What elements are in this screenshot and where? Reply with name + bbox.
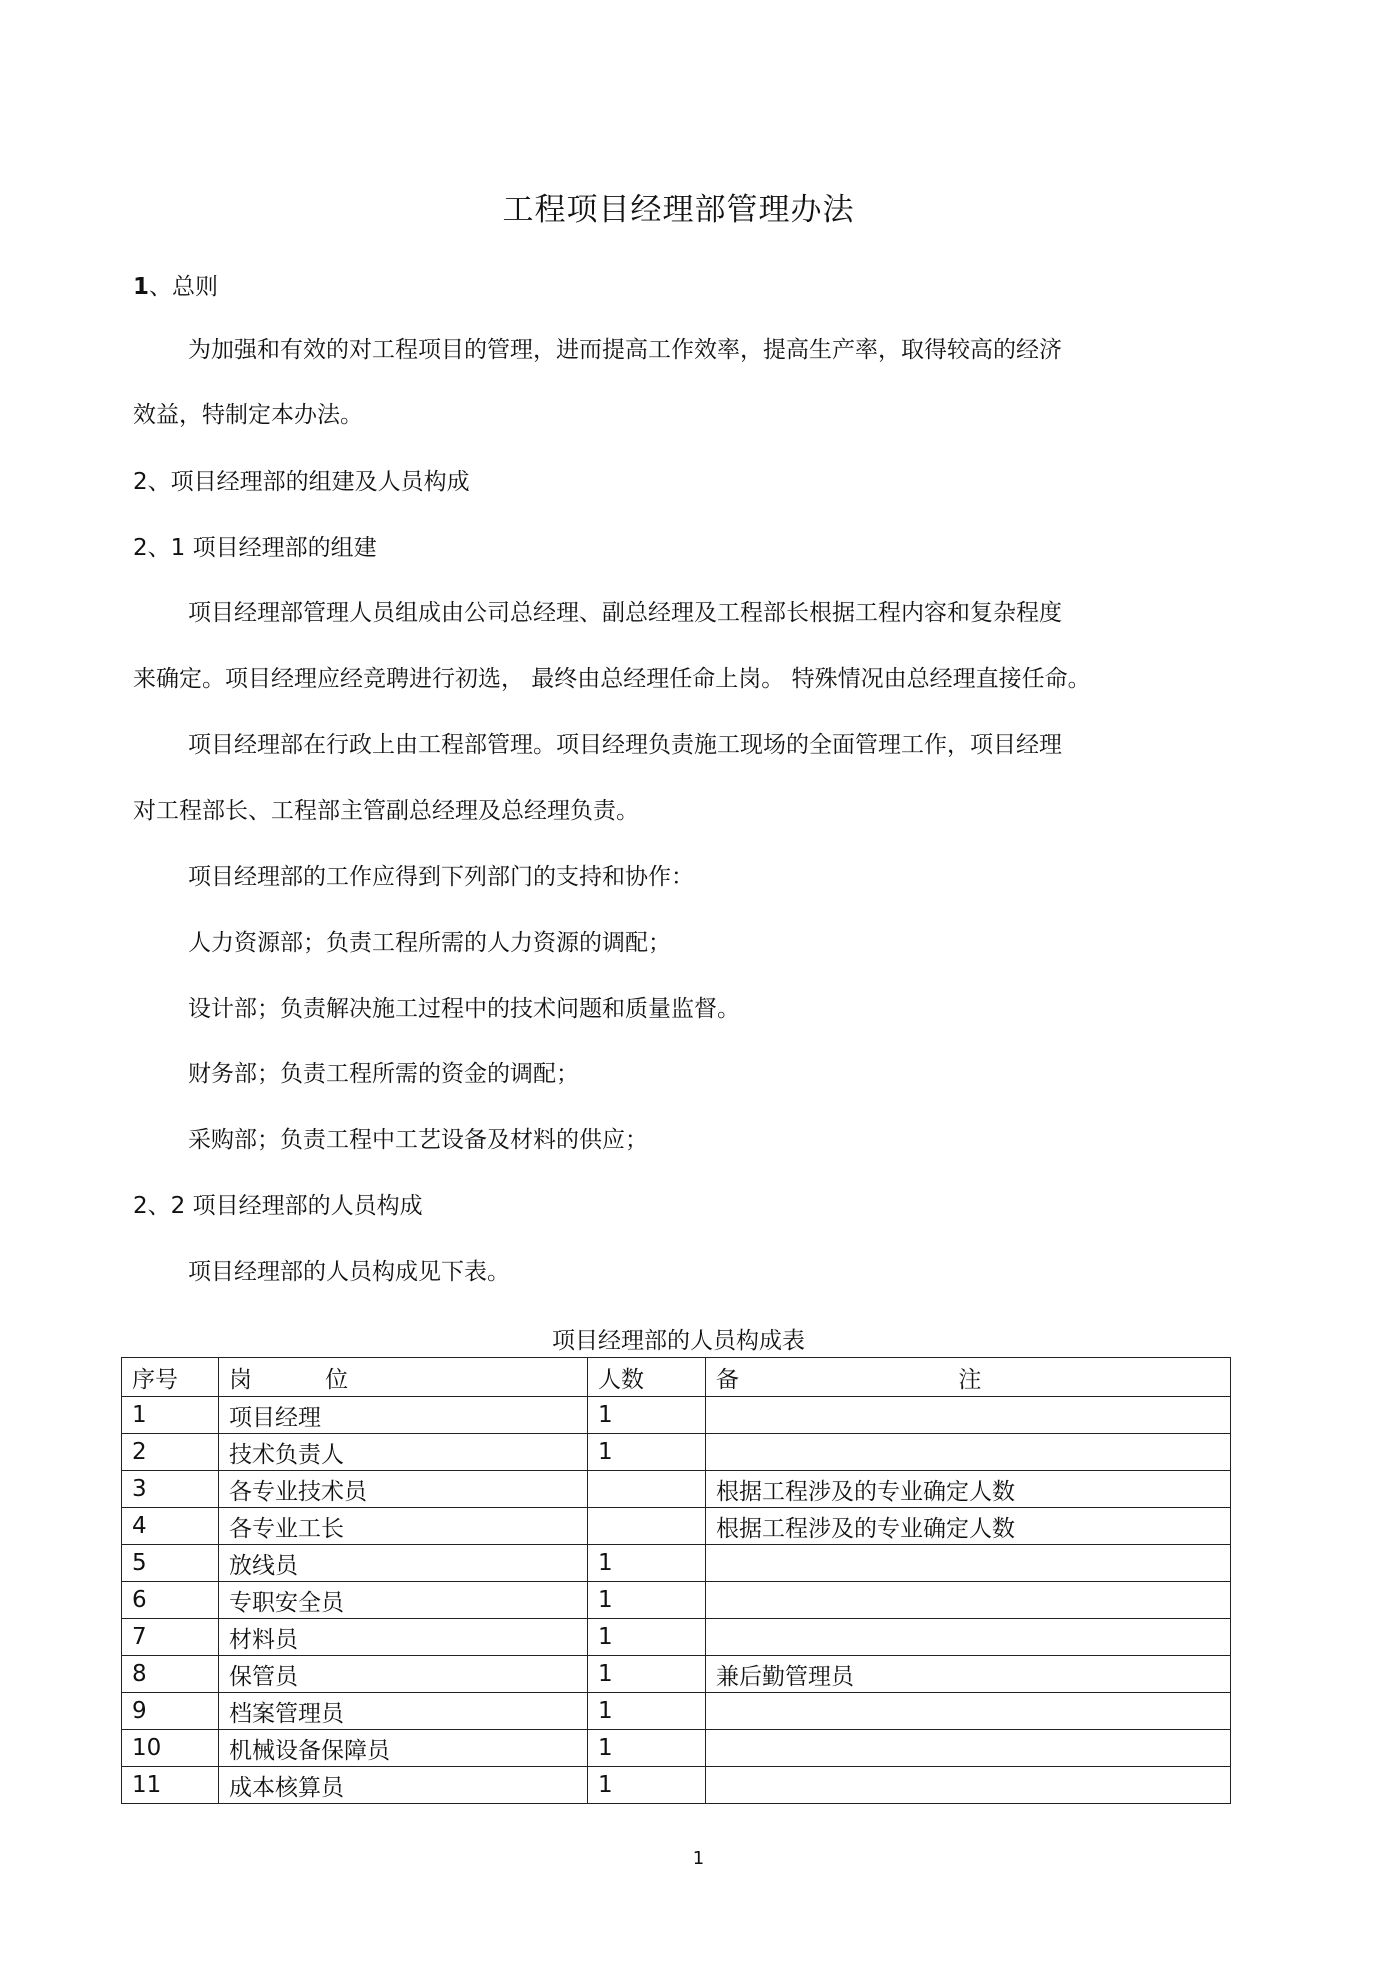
table-row [122, 1656, 1231, 1693]
cell-headcount: 1 [588, 1582, 706, 1619]
paragraph-table-intro: 项目经理部的人员构成见下表。 [188, 1259, 510, 1285]
cell-headcount [588, 1508, 706, 1545]
section-2-2-heading: 2、2 项目经理部的人员构成 [133, 1193, 423, 1219]
table-row [122, 1619, 1231, 1656]
paragraph-admin-line1: 项目经理部在行政上由工程部管理。项目经理负责施工现场的全面管理工作，项目经理 [188, 732, 1062, 758]
section-1-title: 、总则 [149, 274, 219, 300]
cell-position: 各专业技术员 [219, 1471, 588, 1508]
cell-serial-number: 2 [122, 1434, 219, 1471]
table-row [122, 1434, 1231, 1471]
section-1-number: 1 [133, 274, 150, 300]
cell-serial-number: 10 [122, 1730, 219, 1767]
header-remarks: 备 注 [706, 1358, 1231, 1397]
cell-position: 技术负责人 [219, 1434, 588, 1471]
cell-serial-number: 5 [122, 1545, 219, 1582]
staff-composition-table [121, 1357, 1231, 1804]
cell-remarks [706, 1730, 1231, 1767]
cell-position: 档案管理员 [219, 1693, 588, 1730]
cell-serial-number: 3 [122, 1471, 219, 1508]
cell-headcount: 1 [588, 1619, 706, 1656]
document-title: 工程项目经理部管理办法 [502, 192, 855, 228]
cell-position: 机械设备保障员 [219, 1730, 588, 1767]
support-hr-department: 人力资源部；负责工程所需的人力资源的调配； [188, 930, 671, 956]
cell-serial-number: 6 [122, 1582, 219, 1619]
section-2-heading: 2、项目经理部的组建及人员构成 [133, 469, 470, 495]
cell-serial-number: 7 [122, 1619, 219, 1656]
cell-serial-number: 1 [122, 1397, 219, 1434]
header-serial-number: 序号 [122, 1358, 219, 1397]
cell-remarks [706, 1397, 1231, 1434]
table-row [122, 1471, 1231, 1508]
page-number: 1 [692, 1848, 705, 1869]
support-procurement-department: 采购部；负责工程中工艺设备及材料的供应； [188, 1127, 648, 1153]
cell-serial-number: 8 [122, 1656, 219, 1693]
cell-position: 成本核算员 [219, 1767, 588, 1804]
section-1-heading [133, 272, 218, 302]
cell-position: 专职安全员 [219, 1582, 588, 1619]
cell-serial-number: 4 [122, 1508, 219, 1545]
paragraph-purpose-line2: 效益，特制定本办法。 [133, 402, 363, 428]
cell-position: 材料员 [219, 1619, 588, 1656]
cell-headcount: 1 [588, 1767, 706, 1804]
support-design-department: 设计部；负责解决施工过程中的技术问题和质量监督。 [188, 996, 740, 1022]
paragraph-formation-line2: 来确定。项目经理应经竞聘进行初选， 最终由总经理任命上岗。 特殊情况由总经理直接任命。 [133, 666, 1091, 692]
cell-remarks [706, 1693, 1231, 1730]
cell-position: 放线员 [219, 1545, 588, 1582]
header-position: 岗 位 [219, 1358, 588, 1397]
cell-remarks [706, 1767, 1231, 1804]
paragraph-formation-line1: 项目经理部管理人员组成由公司总经理、副总经理及工程部长根据工程内容和复杂程度 [188, 600, 1062, 626]
cell-serial-number: 9 [122, 1693, 219, 1730]
cell-position: 各专业工长 [219, 1508, 588, 1545]
paragraph-admin-line2: 对工程部长、工程部主管副总经理及总经理负责。 [133, 798, 639, 824]
cell-headcount: 1 [588, 1656, 706, 1693]
cell-remarks: 根据工程涉及的专业确定人数 [706, 1471, 1231, 1508]
section-2-1-heading: 2、1 项目经理部的组建 [133, 535, 377, 561]
cell-remarks [706, 1582, 1231, 1619]
table-row [122, 1693, 1231, 1730]
cell-headcount [588, 1471, 706, 1508]
table-header-row [122, 1358, 1231, 1397]
cell-remarks: 根据工程涉及的专业确定人数 [706, 1508, 1231, 1545]
header-headcount: 人数 [588, 1358, 706, 1397]
table-row [122, 1508, 1231, 1545]
paragraph-purpose-line1: 为加强和有效的对工程项目的管理，进而提高工作效率，提高生产率，取得较高的经济 [188, 337, 1062, 363]
cell-headcount: 1 [588, 1545, 706, 1582]
cell-headcount: 1 [588, 1434, 706, 1471]
cell-remarks [706, 1545, 1231, 1582]
table-caption: 项目经理部的人员构成表 [552, 1328, 805, 1354]
cell-remarks [706, 1434, 1231, 1471]
cell-serial-number: 11 [122, 1767, 219, 1804]
cell-headcount: 1 [588, 1730, 706, 1767]
cell-position: 保管员 [219, 1656, 588, 1693]
table-row [122, 1397, 1231, 1434]
cell-position: 项目经理 [219, 1397, 588, 1434]
table-row [122, 1582, 1231, 1619]
cell-headcount: 1 [588, 1693, 706, 1730]
table-row [122, 1730, 1231, 1767]
cell-headcount: 1 [588, 1397, 706, 1434]
support-finance-department: 财务部；负责工程所需的资金的调配； [188, 1061, 579, 1087]
paragraph-support-intro: 项目经理部的工作应得到下列部门的支持和协作： [188, 864, 694, 890]
table-row [122, 1767, 1231, 1804]
cell-remarks: 兼后勤管理员 [706, 1656, 1231, 1693]
table-row [122, 1545, 1231, 1582]
cell-remarks [706, 1619, 1231, 1656]
